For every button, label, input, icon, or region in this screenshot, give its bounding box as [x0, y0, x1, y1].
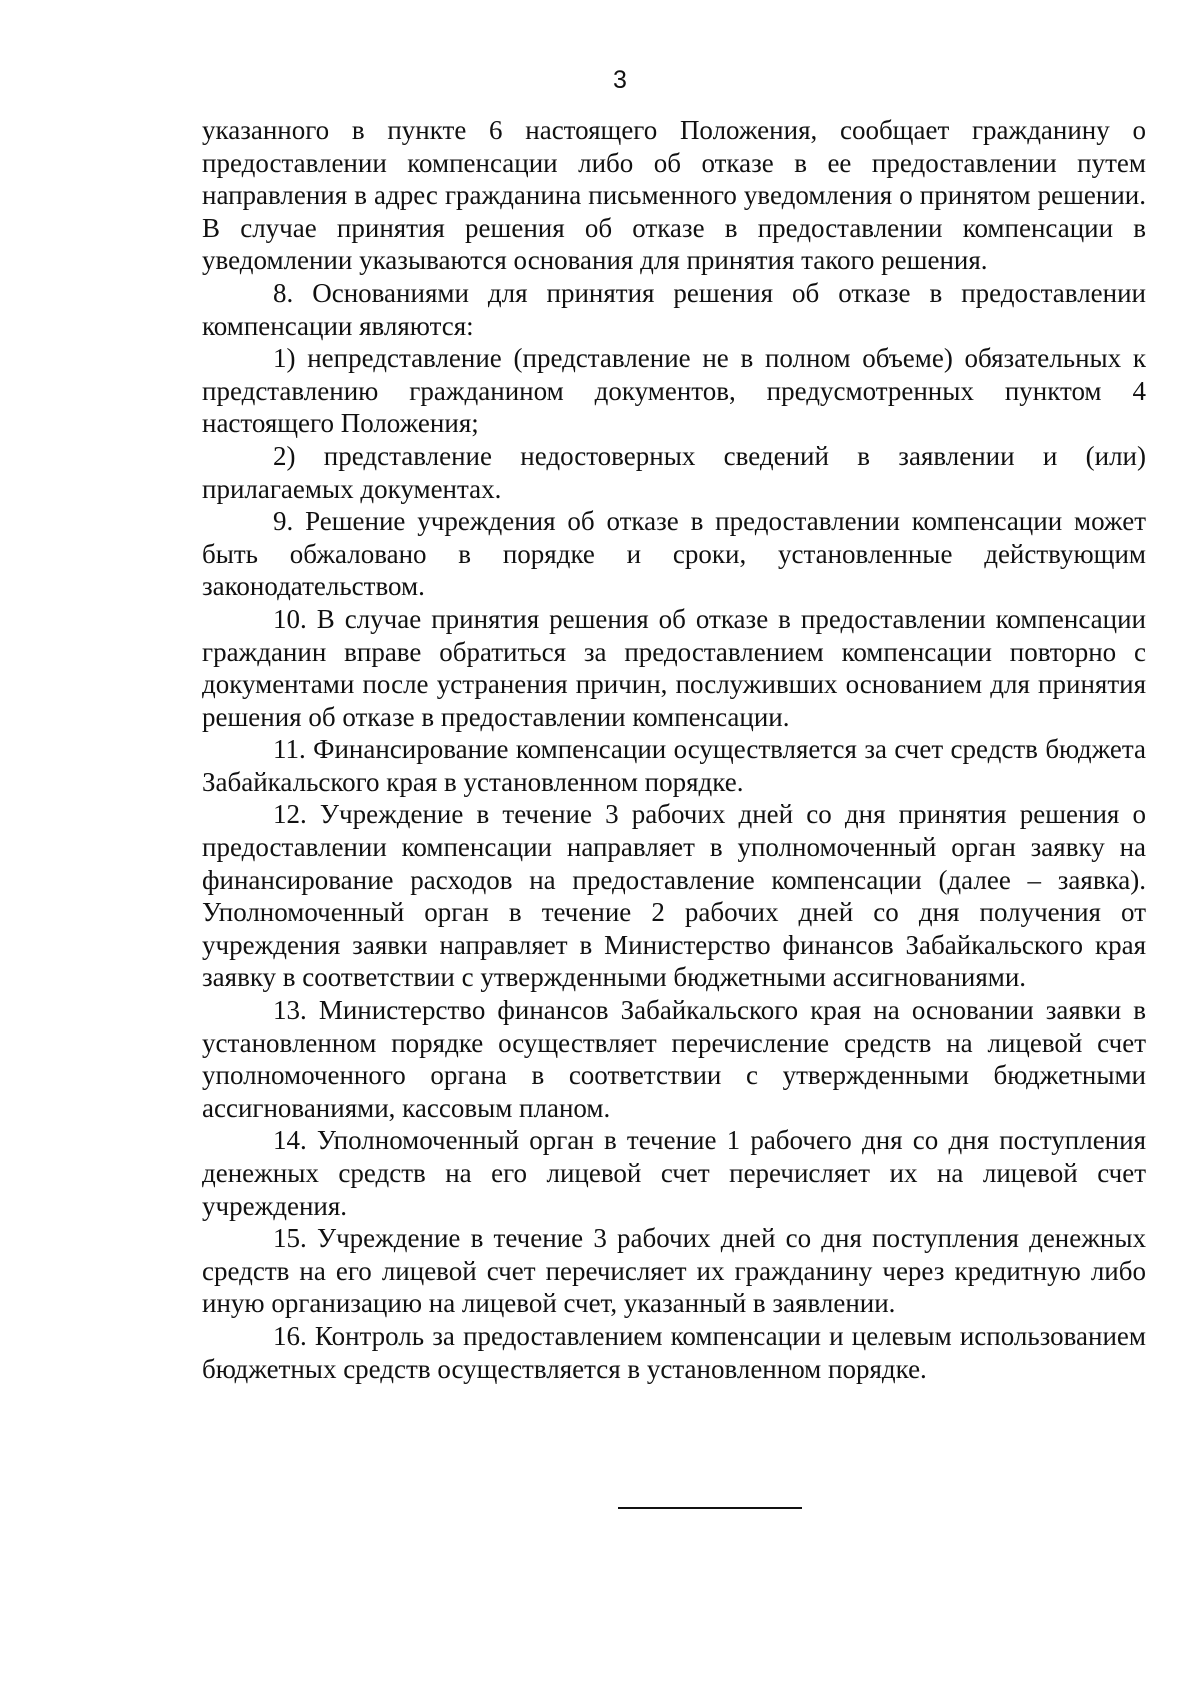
paragraph-11: 11. Финансирование компенсации осуществляется за счет средств бюджета Забайкальского края в установленном порядке. [202, 734, 1146, 797]
paragraph-13: 13. Министерство финансов Забайкальского края на основании заявки в установленном порядке осуществляет перечисление средств на лицевой счет уполномоченного органа в соответствии с утвержденными бюджетными ассигнованиями, кассовым планом. [202, 995, 1146, 1123]
paragraph-12: 12. Учреждение в течение 3 рабочих дней со дня принятия решения о предоставлении компенсации направляет в уполномоченный орган заявку на финансирование расходов на предоставление компенсации (далее – заявка). Уполномоченный орган в течение 2 рабочих дней со дня получения от учреждения заявки направляет в Министерство финансов Забайкальского края заявку в соответствии с утвержденными бюджетными ассигнованиями. [202, 799, 1146, 993]
paragraph-16: 16. Контроль за предоставлением компенсации и целевым использованием бюджетных средств осуществляется в установленном порядке. [202, 1320, 1146, 1384]
page-number: 3 [613, 66, 627, 94]
paragraph-10: 10. В случае принятия решения об отказе в предоставлении компенсации гражданин вправе обратиться за предоставлением компенсации повторно с документами после устранения причин, послуживших основанием для принятия решения об отказе в предоставлении компенсации. [202, 603, 1146, 732]
end-of-document-rule [618, 1507, 802, 1509]
paragraph-7-continuation: указанного в пункте 6 настоящего Положения, сообщает гражданину о предоставлении компенсации либо об отказе в ее предоставлении путем направления в адрес гражданина письменного уведомления о принятом решении. В случае принятия решения об отказе в предоставлении компенсации в уведомлении указываются основания для принятия такого решения. [202, 115, 1146, 276]
paragraph-8: 8. Основаниями для принятия решения об отказе в предоставлении компенсации являются: [202, 277, 1146, 341]
paragraph-15: 15. Учреждение в течение 3 рабочих дней со дня поступления денежных средств на его лицевой счет перечисляет их гражданину через кредитную либо иную организацию на лицевой счет, указанный в заявлении. [202, 1223, 1146, 1319]
paragraph-9: 9. Решение учреждения об отказе в предоставлении компенсации может быть обжаловано в порядке и сроки, установленные действующим законодательством. [202, 506, 1146, 602]
paragraph-14: 14. Уполномоченный орган в течение 1 рабочего дня со дня поступления денежных средств на его лицевой счет перечисляет их на лицевой счет учреждения. [202, 1125, 1146, 1221]
document-body [202, 114, 1146, 1385]
paragraph-8-item-2: 2) представление недостоверных сведений в заявлении и (или) прилагаемых документах. [202, 440, 1146, 504]
paragraph-8-item-1: 1) непредставление (представление не в полном объеме) обязательных к представлению гражданином документов, предусмотренных пунктом 4 настоящего Положения; [202, 343, 1146, 439]
